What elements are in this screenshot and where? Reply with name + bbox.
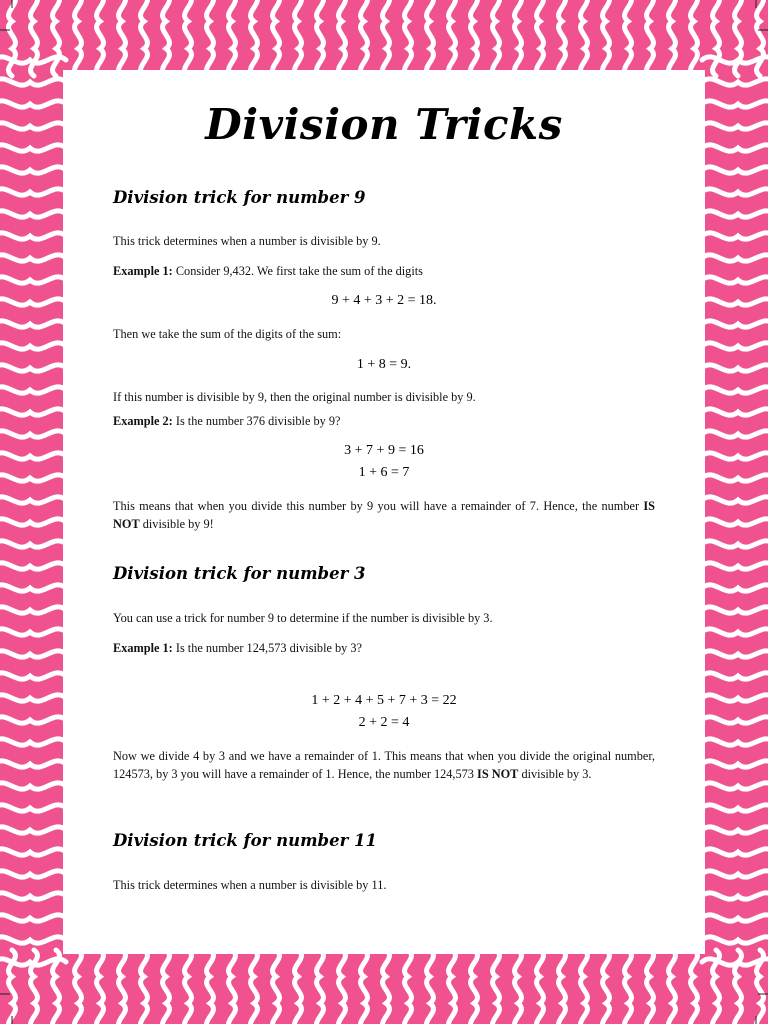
example1-label-3: Example 1: [113,641,173,655]
section9-intro: This trick determines when a number is divisible by 9. [113,234,381,248]
equation-16-sum: 1 + 6 = 7 [358,465,410,480]
remainder-text: This means that when you divide this number by 9 you will have a remainder of 7. Hence, the number [113,499,644,513]
example2-label: Example 2: [113,414,173,428]
equation-124573-sum: 1 + 2 + 4 + 5 + 7 + 3 = 22 [311,693,457,708]
remainder-text-3: Now we divide 4 by 3 and we have a remainder of 1. This means that when you divide the original number, 124573, by 3 you will have a remainder of 1. Hence, the number 124,573 [113,749,655,781]
example1-text-3: Is the number 124,573 divisible by 3? [172,641,362,655]
equation-digit-sum: 9 + 4 + 3 + 2 = 18. [331,293,437,308]
content-page [63,70,705,954]
remainder-text-end-3: divisible by 3. [518,767,592,781]
page-title: Division Tricks [205,100,563,149]
equation-376-sum: 3 + 7 + 9 = 16 [344,443,424,458]
section9-remainder-note [113,497,655,533]
section-heading-11: Division trick for number 11 [113,831,377,850]
equation-sum-of-sum: 1 + 8 = 9. [356,357,412,372]
section9-example1 [113,262,655,280]
emphasis-is-not-3: IS NOT [477,767,519,781]
section-heading-3: Division trick for number 3 [113,564,366,583]
section3-remainder-note [113,747,655,783]
section9-then: Then we take the sum of the digits of the sum: [113,327,342,341]
section9-conclusion: If this number is divisible by 9, then the original number is divisible by 9. [113,390,476,404]
section11-intro: This trick determines when a number is divisible by 11. [113,878,387,892]
section-heading-9: Division trick for number 9 [113,188,366,207]
section9-example2 [113,412,655,430]
section3-intro: You can use a trick for number 9 to determine if the number is divisible by 3. [113,611,493,625]
remainder-text-end: divisible by 9! [139,517,214,531]
example1-text: Consider 9,432. We first take the sum of the digits [172,264,423,278]
equation-22-sum: 2 + 2 = 4 [358,715,410,730]
example1-label: Example 1: [113,264,173,278]
section3-example1 [113,639,655,657]
emphasis-is-not: IS NOT [113,499,655,531]
example2-text: Is the number 376 divisible by 9? [172,414,341,428]
